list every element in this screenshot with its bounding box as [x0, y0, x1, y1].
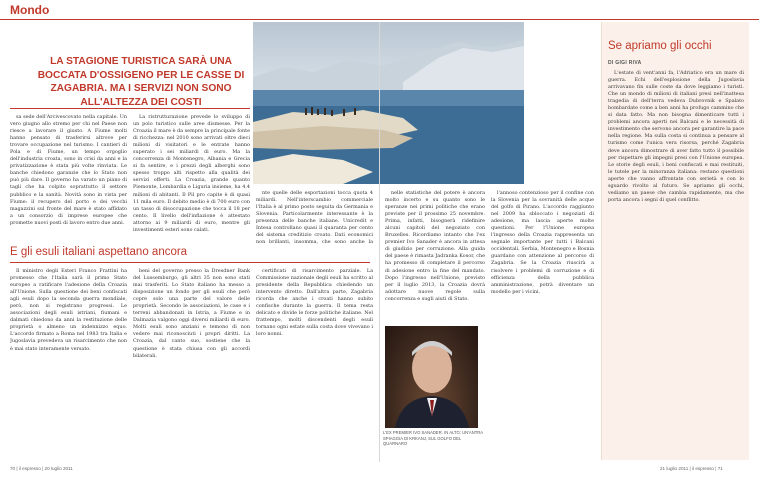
- article-column-2: [133, 114, 250, 244]
- column-text: sa sede dell'Arcivescovato nella capitale. Un vero giugno allo stremo per chi nel Paese non riesce a lavorare il giusto. A Fiume molti hanno pensato di trasferirsi altrove per trovare occupazione nel turismo. I cantieri di Pola e di Fiume, un tempo orgoglio dell'industria croata, sono in crisi da anni e la privatizzazione è stata più volte rinviata. Le banche chiedono garanzie che lo Stato non può più dare. Il governo ha varato un piano di tagli che ha colpito soprattutto il settore pubblico e la sanità. Novità sono in vista per Fiume: il recupero del porto e dei vecchi magazzini sul fronte del mare è stato affidato a un consorzio di imprese europee che promette nuovi posti di lavoro entro due anni.: [10, 114, 127, 226]
- photo-caption: L'EX PREMIER IVO SANADER. IN ALTO: UN'ANTRA SPIAGGIA DI KRKANJ, SUL GOLFO DEL QUARNARO: [383, 430, 483, 447]
- column-text: l'annoso contenzioso per il confine con la Slovenia per la sovranità delle acque del golfo di Pirano. L'accordo raggiunto nel 2009 ha sbloccato i negoziati di adesione, ma lascia aperte molte questioni. Per l'Unione europea l'ingresso della Croazia rappresenta un segnale importante per tutti i Balcani occidentali. Serbia, Montenegro e Bosnia guardano con attenzione al percorso di Zagabria. Se la Croazia riuscirà a risolvere i problemi di corruzione e di efficienza della pubblica amministrazione, potrà diventare un modello per i vicini.: [491, 190, 594, 295]
- sidebar-text: L'estate di vent'anni fa, l'Adriatico era un mare di guerra. Echi dell'esplosione della Jugoslavia arrivavano fin sulle coste da dove leggiamo i turisti. Che un mondo di milioni di italiani presi nell'inattesa tragedia di dell'terra vedeva Dubrovnik e Spalato bombardate come a ben anni ha profugo cammino che si data fatto. Ma non bisogna dimenticare tutti i problemi ancora aperti nei Balcani e le necessità di investimento che servono ancora per garantire la pace nella regione. Ma sulla costa si continua a pensare al turismo come l'unica vera risorsa, perché Zagabria deve ancora dimostrare di aver fatto tutto il possibile per rispettare gli impegni presi con l'Unione europea. Le storie degli esuli, i beni confiscati e mai restituiti, le tutele per la minoranza italiana: restano questioni aperte che vanno affrontate con serietà e con lo sguardo rivolto al futuro. Se apriamo gli occhi, vediamo un paese che cambia rapidamente, ma che porta ancora i segni di quel conflitto.: [608, 70, 744, 203]
- column-text: Il ministro degli Esteri Franco Frattini ha promesso che l'Italia sarà il primo Stato europeo a ratificare l'adesione della Croazia all'Unione. Sulla questione dei beni confiscati agli esuli dopo la seconda guerra mondiale, però, non si registrano progressi. Le associazioni degli esuli istriani, fiumani e dalmati chiedono da anni la restituzione delle proprietà o almeno un indennizzo equo. L'accordo firmato a Roma nel 1983 tra Italia e Jugoslavia prevedeva un risarcimento che non è mai stato interamente versato.: [10, 268, 127, 352]
- column-text: La ristrutturazione prevede lo sviluppo di un polo turistico sulle aree dismesse. Per la Croazia il mare è da sempre la principale fonte di ricchezza: nel 2010 sono arrivati oltre dieci milioni di visitatori e le entrate hanno superato i sei miliardi di euro. Ma la concorrenza di Montenegro, Albania e Grecia si fa sentire, e i prezzi degli alberghi sono spesso troppo alti rispetto alla qualità dei servizi offerti. La Croazia, grande quanto Piemonte, Lombardia e Liguria insieme, ha 4,4 milioni di abitanti. Il Pil pro capite è di quasi 11 mila euro. Il debito medio è di 700 euro con un tasso di disoccupazione che tocca il 18 per cento. Il livello dell'inflazione è attestato attorno ai 9 miliardi di euro, mentre gli investimenti esteri sono calati.: [133, 114, 250, 233]
- sidebar-byline: DI GIGI RIVA: [608, 60, 642, 66]
- article-column-1: [10, 114, 127, 244]
- headline-rule: [10, 108, 250, 109]
- column-text: beni del governo presso la Dresdner Bank del Lussemburgo, gli altri 35 non sono stati mai trasferiti. Lo Stato italiano ha messo a disposizione un fondo per gli esuli che però copre solo una parte del valore delle proprietà. Secondo le associazioni, le case e i terreni abbandonati in Istria, a Fiume e in Dalmazia valgono oggi diversi miliardi di euro. Molti esuli sono anziani e temono di non vedere mai riconosciuti i propri diritti. La Croazia, dal canto suo, sostiene che la questione è stata chiusa con gli accordi bilaterali.: [133, 268, 250, 359]
- sidebar-body: [608, 70, 744, 456]
- article-column-8: [491, 190, 594, 460]
- page-gutter: [379, 22, 380, 462]
- headline: LA STAGIONE TURISTICA SARÀ UNA BOCCATA D'OSSIGENO PER LE CASSE DI ZAGABRIA. MA I SERVIZI NON SONO ALL'ALTEZZA DEI COSTI: [37, 56, 245, 108]
- footer-right: 21 luglio 2011 | il espresso | 71: [660, 466, 723, 471]
- section-bar: [0, 0, 759, 20]
- sidebar-title: Se apriamo gli occhi: [608, 40, 712, 52]
- article-column-7: [385, 190, 485, 320]
- section-title: Mondo: [10, 3, 50, 17]
- footer-left: 70 | il espresso | 20 luglio 2011: [10, 466, 73, 471]
- article-column-5: [133, 268, 250, 458]
- article-column-4: [10, 268, 127, 458]
- article-column-3: [256, 190, 373, 244]
- portrait-photo: [385, 326, 478, 428]
- column-text: nte quelle delle esportazioni tocca quota 4 miliardi. Nell'interscambio commerciale l'Italia è al primo posto seguita da Germania e Slovenia. Particolarmente interessante è la presenza delle banche italiane. Unicredit e Intesa controllano quasi il quaranta per cento del sistema creditizio croato. Dati economici non brillanti, insomma, che sono anche la: [256, 190, 373, 244]
- subhead-rule: [10, 262, 370, 263]
- subhead: E gli esuli italiani aspettano ancora: [10, 246, 188, 258]
- article-column-6: [256, 268, 373, 458]
- column-text: certificati di risarcimento parziale. La Commissione nazionale degli esuli ha scritto al presidente della Repubblica chiedendo un intervento diretto. Dall'altra parte, Zagabria ricorda che anche i croati hanno subito confische durante la guerra. Il tema resta delicato e divide le forze politiche italiane. Nel frattempo, molti discendenti degli esuli tornano ogni estate sulla costa dove vivevano i loro nonni.: [256, 268, 373, 338]
- coast-photo: [253, 22, 524, 184]
- column-text: nelle statistiche del potere è ancora molto incerto e su quanto sono le speranze nei primi politiche che erano previste per il prossimo 25 novembre. Prima, infatti, bisognerà ridefinire alcuni capitoli del negoziato con Bruxelles. Ricordiamo intanto che l'ex premier Ivo Sanader è ancora in attesa di giudizio per corruzione. Alla guida del paese è rimasta Jadranka Kosor, che ha promesso di completare il percorso di adesione entro la fine del mandato. Dopo l'ingresso nell'Unione, previsto per il luglio 2013, la Croazia dovrà adottare nuove regole sulla concorrenza e sugli aiuti di Stato.: [385, 190, 485, 302]
